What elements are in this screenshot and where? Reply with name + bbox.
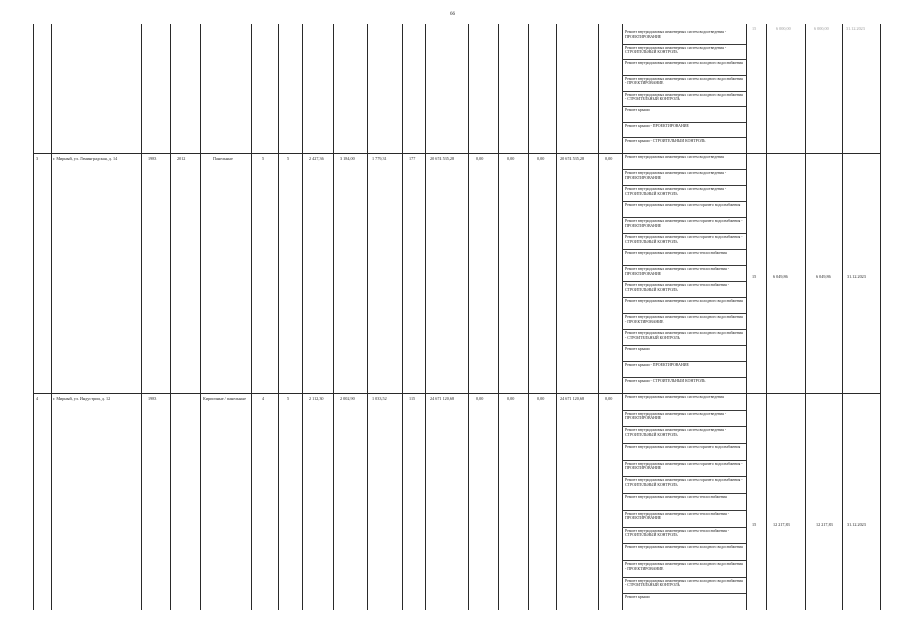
year-built: 1983	[148, 156, 157, 161]
work-item: Ремонт внутридомовых инженерных систем водоотведения - ПРОЕКТИРОВАНИЕ	[625, 171, 727, 180]
work-separator	[622, 410, 746, 411]
work-item: Ремонт внутридомовых инженерных систем водоотведения - СТРОИТЕЛЬНЫЙ КОНТРОЛЬ	[625, 428, 727, 437]
work-item: Ремонт крыши	[625, 108, 650, 113]
work-separator	[622, 560, 746, 561]
sum-a: 12 217,83	[773, 522, 790, 527]
column-rule	[622, 24, 623, 610]
work-item: Ремонт внутридомовых инженерных систем водоотведения	[625, 155, 724, 159]
work-separator	[622, 443, 746, 444]
cost-col3: 0,00	[537, 156, 545, 161]
area-total: 2 112,30	[309, 396, 324, 401]
work-item: Ремонт внутридомовых инженерных систем холодного водоснабжения - ПРОЕКТИРОВАНИЕ	[625, 561, 743, 571]
cost-col2: 0,00	[507, 396, 515, 401]
work-separator	[622, 510, 746, 511]
area-nonliving: 1 033,52	[372, 396, 387, 401]
sum-b: 6 049,86	[816, 274, 831, 279]
wall-material: Кирпичные / панельные	[203, 396, 246, 401]
work-separator	[622, 593, 746, 594]
column-rule	[468, 24, 469, 610]
column-rule	[498, 24, 499, 610]
work-separator	[622, 543, 746, 544]
column-rule	[425, 24, 426, 610]
work-separator	[622, 75, 746, 76]
work-item: Ремонт внутридомовых инженерных систем холодного водоснабжения	[625, 299, 743, 303]
entrances: 5	[287, 156, 290, 161]
cost-col3: 0,00	[537, 396, 545, 401]
work-item: Ремонт внутридомовых инженерных систем холодного водоснабжения	[625, 545, 743, 550]
work-separator	[622, 476, 746, 477]
column-rule	[556, 24, 557, 610]
work-item: Ремонт крыши - СТРОИТЕЛЬНЫЙ КОНТРОЛЬ	[625, 139, 706, 144]
work-separator	[622, 106, 746, 107]
work-item: Ремонт внутридомовых инженерных систем холодного водоснабжения - СТРОИТЕЛЬНЫЙ КОНТРОЛЬ	[625, 92, 743, 102]
work-separator	[622, 249, 746, 250]
residents: 177	[409, 156, 416, 161]
work-item: Ремонт внутридомовых инженерных систем водоотведения - СТРОИТЕЛЬНЫЙ КОНТРОЛЬ	[625, 187, 727, 196]
column-rule	[842, 24, 843, 610]
work-separator	[622, 361, 746, 362]
work-separator	[622, 493, 746, 494]
work-item: Ремонт внутридомовых инженерных систем холодного водоснабжения - ПРОЕКТИРОВАНИЕ	[625, 76, 743, 86]
ghost-value: 6 000,00	[776, 26, 791, 31]
sum-a: 6 049,86	[773, 274, 788, 279]
ghost-value: 6 000,00	[814, 26, 829, 31]
work-separator	[622, 91, 746, 92]
work-separator	[622, 122, 746, 123]
work-item: Ремонт крыши - ПРОЕКТИРОВАНИЕ	[625, 363, 689, 367]
work-item: Ремонт крыши	[625, 347, 650, 351]
period: 15	[752, 274, 757, 279]
column-rule	[170, 24, 171, 610]
column-rule	[33, 24, 34, 610]
page-number: 66	[450, 12, 455, 17]
period: 15	[752, 522, 757, 527]
deadline: 31.12.2023	[847, 274, 866, 279]
area-nonliving: 1 779,31	[372, 156, 387, 161]
column-rule	[367, 24, 368, 610]
area-total: 2 427,36	[309, 156, 324, 161]
address: г. Мирный, ул. Индустрии, д. 12	[53, 396, 111, 401]
work-item: Ремонт внутридомовых инженерных систем теплоснабжения - ПРОЕКТИРОВАНИЕ	[625, 511, 730, 521]
work-item: Ремонт внутридомовых инженерных систем горячего водоснабжения	[625, 203, 741, 207]
work-item: Ремонт внутридомовых инженерных систем холодного водоснабжения	[625, 61, 743, 66]
work-separator	[622, 44, 746, 45]
work-item: Ремонт внутридомовых инженерных систем водоотведения - ПРОЕКТИРОВАНИЕ	[625, 411, 727, 421]
work-separator	[622, 281, 746, 282]
column-rule	[598, 24, 599, 610]
work-separator	[622, 185, 746, 186]
cost-owner: 24 671 120,68	[560, 396, 585, 401]
work-separator	[622, 297, 746, 298]
column-rule	[200, 24, 201, 610]
work-separator	[622, 527, 746, 528]
residents: 115	[409, 396, 416, 401]
work-item: Ремонт внутридомовых инженерных систем теплоснабжения	[625, 251, 727, 255]
cost-owner: 20 674 535,28	[560, 156, 585, 161]
work-item: Ремонт внутридомовых инженерных систем водоотведения	[625, 395, 724, 399]
column-rule	[51, 24, 52, 610]
work-item: Ремонт внутридомовых инженерных систем теплоснабжения	[625, 495, 727, 500]
floors: 4	[262, 396, 265, 401]
work-separator	[622, 460, 746, 461]
work-item: Ремонт внутридомовых инженерных систем водоотведения - СТРОИТЕЛЬНЫЙ КОНТРОЛЬ	[625, 45, 727, 55]
work-item: Ремонт внутридомовых инженерных систем горячего водоснабжения - СТРОИТЕЛЬНЫЙ КОНТРОЛЬ	[625, 235, 743, 244]
work-separator	[622, 137, 746, 138]
column-rule	[333, 24, 334, 610]
column-rule	[302, 24, 303, 610]
column-rule	[251, 24, 252, 610]
sum-b: 12 217,83	[816, 522, 833, 527]
work-item: Ремонт внутридомовых инженерных систем теплоснабжения - СТРОИТЕЛЬНЫЙ КОНТРОЛЬ	[625, 283, 730, 292]
column-rule	[766, 24, 767, 610]
work-item: Ремонт внутридомовых инженерных систем водоотведения - ПРОЕКТИРОВАНИЕ	[625, 30, 727, 39]
cost-col5: 0,00	[605, 156, 613, 161]
column-rule	[141, 24, 142, 610]
work-item: Ремонт внутридомовых инженерных систем холодного водоснабжения - СТРОИТЕЛЬНЫЙ КОНТРОЛЬ	[625, 578, 743, 588]
address: г. Мирный, ул. Ленинградская, д. 14	[53, 156, 118, 161]
work-separator	[622, 265, 746, 266]
row-number: 3	[36, 156, 39, 161]
deadline: 31.12.2023	[847, 522, 866, 527]
column-rule	[880, 24, 881, 610]
year-built: 1983	[148, 396, 157, 401]
cost-col1: 0,00	[476, 396, 484, 401]
column-rule	[746, 24, 747, 610]
column-rule	[402, 24, 403, 610]
work-item: Ремонт внутридомовых инженерных систем горячего водоснабжения - ПРОЕКТИРОВАНИЕ	[625, 219, 743, 228]
work-separator	[622, 59, 746, 60]
work-separator	[622, 426, 746, 427]
cost-total: 20 674 535,28	[430, 156, 455, 161]
row-rule	[33, 153, 881, 154]
work-separator	[622, 169, 746, 170]
work-item: Ремонт внутридомовых инженерных систем горячего водоснабжения - СТРОИТЕЛЬНЫЙ КОНТРОЛЬ	[625, 478, 743, 488]
row-rule	[33, 393, 881, 394]
wall-material: Панельные	[213, 156, 233, 161]
ghost-value: 15	[752, 26, 757, 31]
work-separator	[622, 201, 746, 202]
year-repair: 2012	[177, 156, 186, 161]
work-item: Ремонт внутридомовых инженерных систем горячего водоснабжения	[625, 445, 741, 450]
work-separator	[622, 217, 746, 218]
column-rule	[805, 24, 806, 610]
cost-col2: 0,00	[507, 156, 515, 161]
work-separator	[622, 313, 746, 314]
area-living: 3 184,00	[340, 156, 355, 161]
floors: 5	[262, 156, 265, 161]
entrances: 5	[287, 396, 290, 401]
ghost-value: 31.12.2023	[846, 26, 865, 31]
work-separator	[622, 329, 746, 330]
work-separator	[622, 233, 746, 234]
work-separator	[622, 345, 746, 346]
work-separator	[622, 377, 746, 378]
row-number: 4	[36, 396, 39, 401]
cost-total: 24 671 120,68	[430, 396, 455, 401]
cost-col1: 0,00	[476, 156, 484, 161]
area-living: 2 002,90	[340, 396, 355, 401]
column-rule	[278, 24, 279, 610]
work-item: Ремонт крыши - СТРОИТЕЛЬНЫЙ КОНТРОЛЬ	[625, 379, 706, 383]
work-item: Ремонт внутридомовых инженерных систем горячего водоснабжения - ПРОЕКТИРОВАНИЕ	[625, 461, 743, 471]
work-item: Ремонт крыши - ПРОЕКТИРОВАНИЕ	[625, 123, 689, 128]
work-item: Ремонт внутридомовых инженерных систем холодного водоснабжения - СТРОИТЕЛЬНЫЙ КОНТРОЛЬ	[625, 331, 743, 340]
work-item: Ремонт крыши	[625, 595, 650, 600]
work-separator	[622, 577, 746, 578]
cost-col5: 0,00	[605, 396, 613, 401]
work-item: Ремонт внутридомовых инженерных систем теплоснабжения - СТРОИТЕЛЬНЫЙ КОНТРОЛЬ	[625, 528, 730, 538]
column-rule	[528, 24, 529, 610]
work-item: Ремонт внутридомовых инженерных систем холодного водоснабжения - ПРОЕКТИРОВАНИЕ	[625, 315, 743, 324]
work-item: Ремонт внутридомовых инженерных систем теплоснабжения - ПРОЕКТИРОВАНИЕ	[625, 267, 730, 276]
